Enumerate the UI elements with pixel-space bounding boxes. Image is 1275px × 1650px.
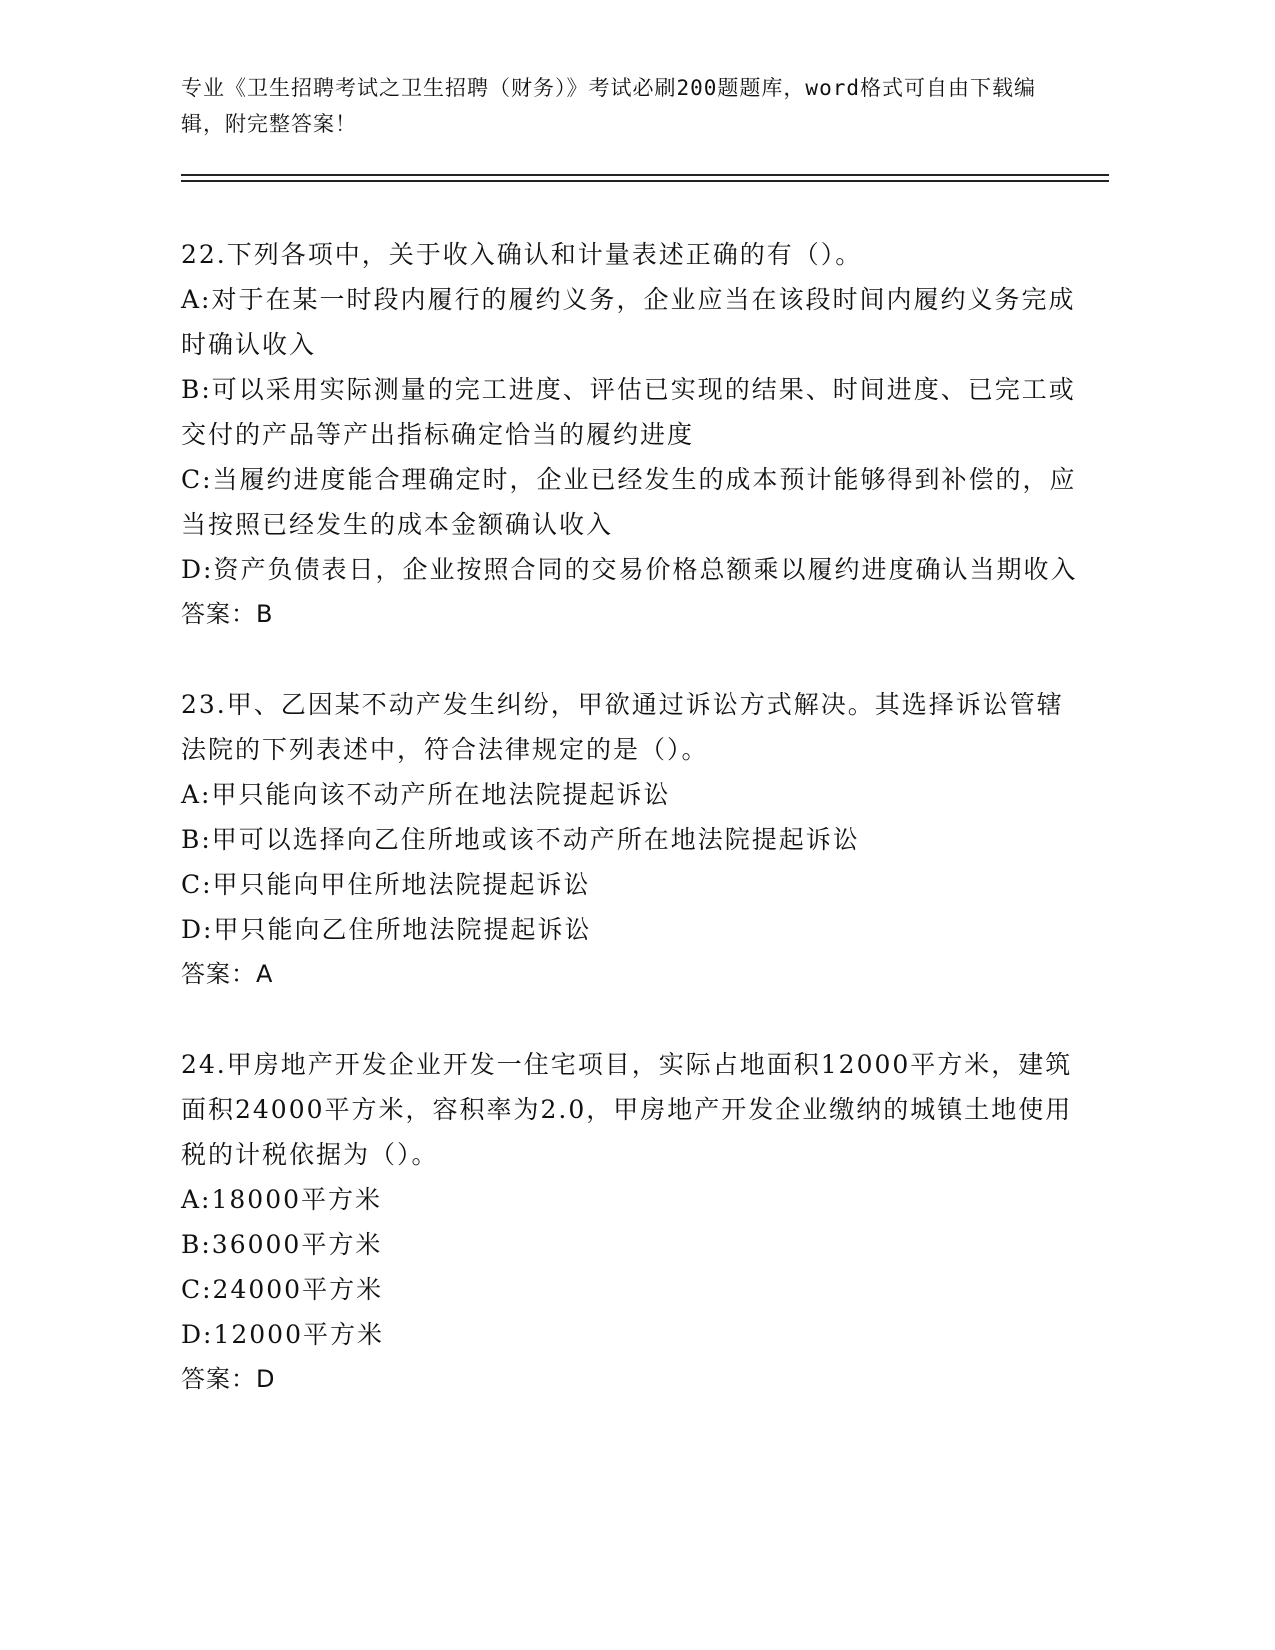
question-list (181, 232, 1081, 1402)
option-b: B:可以采用实际测量的完工进度、评估已实现的结果、时间进度、已完工或交付的产品等产出指标确定恰当的履约进度 (181, 375, 1076, 449)
option-a: A:甲只能向该不动产所在地法院提起诉讼 (181, 780, 671, 809)
question-24 (181, 1042, 1081, 1402)
header-divider-bottom (181, 180, 1109, 182)
question-22 (181, 232, 1081, 637)
document-intro: 专业《卫生招聘考试之卫生招聘（财务）》考试必刷200题题库，word格式可自由下载编辑，附完整答案！ (181, 76, 1036, 136)
option-d: D:甲只能向乙住所地法院提起诉讼 (181, 915, 592, 944)
option-b: B:36000平方米 (181, 1230, 383, 1259)
question-stem: 23.甲、乙因某不动产发生纠纷，甲欲通过诉讼方式解决。其选择诉讼管辖法院的下列表述中，符合法律规定的是（）。 (181, 690, 1064, 764)
option-d: D:资产负债表日，企业按照合同的交易价格总额乘以履约进度确认当期收入 (181, 555, 1078, 584)
option-a: A:对于在某一时段内履行的履约义务，企业应当在该段时间内履约义务完成时确认收入 (181, 285, 1076, 359)
option-d: D:12000平方米 (181, 1320, 384, 1349)
answer-label: 答案：D (181, 1365, 276, 1393)
header-divider-top (181, 174, 1109, 176)
option-a: A:18000平方米 (181, 1185, 383, 1214)
answer-label: 答案：A (181, 960, 274, 988)
option-c: C:24000平方米 (181, 1275, 384, 1304)
question-stem: 22.下列各项中，关于收入确认和计量表述正确的有（）。 (181, 240, 863, 269)
option-c: C:甲只能向甲住所地法院提起诉讼 (181, 870, 591, 899)
question-stem: 24.甲房地产开发企业开发一住宅项目，实际占地面积12000平方米，建筑面积24000平方米，容积率为2.0，甲房地产开发企业缴纳的城镇土地使用税的计税依据为（）。 (181, 1050, 1073, 1169)
answer-label: 答案：B (181, 600, 274, 628)
question-23 (181, 682, 1081, 997)
option-c: C:当履约进度能合理确定时，企业已经发生的成本预计能够得到补偿的，应当按照已经发生的成本金额确认收入 (181, 465, 1077, 539)
option-b: B:甲可以选择向乙住所地或该不动产所在地法院提起诉讼 (181, 825, 860, 854)
